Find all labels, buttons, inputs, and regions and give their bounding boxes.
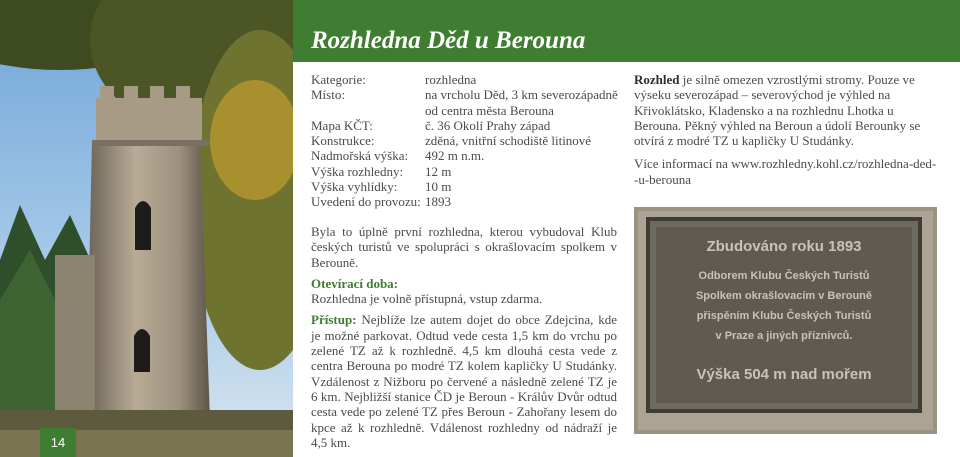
plaque-line: v Praze a jiných příznivců.: [715, 330, 853, 342]
plaque-line: Spolkem okrašlovacím v Berouně: [695, 290, 873, 302]
info-row: [311, 72, 621, 87]
info-label: Uvedení do provozu:: [311, 194, 421, 210]
info-row: [311, 118, 621, 133]
info-value: 10 m: [425, 179, 452, 195]
tower-photo: [0, 0, 293, 457]
plaque-line: Odborem Klubu Českých Turistů: [698, 270, 870, 282]
info-row: [311, 133, 621, 148]
info-row: [311, 164, 621, 179]
view-text: je silně omezen vzrostlými stromy. Pouze ve výseku severozápad – severovýchod je výhled na Křivoklátsko, Kladensko a na rozhlednu Lhotka u Berouna. Pěkný výhled na Beroun a údolí Berounky se otvírá z modré TZ u kapličky U Studánky.: [634, 72, 921, 149]
plaque-line: Zbudováno roku 1893: [706, 238, 862, 255]
info-label: Nadmořská výška:: [311, 148, 409, 164]
opening-heading: Otevírací doba:: [311, 275, 399, 291]
page-number: 14: [40, 428, 76, 457]
intro-paragraph: Byla to úplně první rozhledna, kterou vybudoval Klub českých turistů ve spolupráci s okrašlovacím spolkem v Berouně.: [311, 224, 617, 270]
info-value: zděná, vnitřní schodiště litinové: [425, 133, 592, 149]
info-row: [311, 87, 621, 118]
info-label: Mapa KČT:: [311, 117, 373, 133]
more-info: Více informací na www.rozhledny.kohl.cz/rozhledna-ded--u-berouna: [634, 156, 937, 187]
info-label: Výška vyhlídky:: [311, 179, 398, 195]
info-value: rozhledna: [425, 72, 477, 87]
plaque-line: Výška 504 m nad mořem: [696, 366, 872, 383]
info-value: 492 m n.m.: [425, 148, 485, 164]
opening-text: Rozhledna je volně přístupná, vstup zdarma.: [311, 291, 543, 307]
opening-section: [311, 276, 617, 307]
info-label: Kategorie:: [311, 72, 366, 87]
info-table: [311, 72, 621, 210]
info-value: 12 m: [425, 163, 452, 179]
info-label: Konstrukce:: [311, 133, 375, 149]
main-text: [311, 224, 617, 456]
right-column: [634, 72, 938, 195]
info-label: Místo:: [311, 87, 345, 103]
info-row: [311, 194, 621, 209]
view-section: [634, 72, 938, 148]
title-bar: [293, 0, 960, 62]
access-heading: Přístup:: [311, 312, 357, 328]
view-heading: Rozhled: [634, 72, 680, 87]
info-value: na vrcholu Děd, 3 km severozápadně od centra města Berouna: [425, 87, 618, 118]
access-text: Nejblíže lze autem dojet do obce Zdejcina, kde je možné parkovat. Odtud vede cesta 1,5 km do vrchu po zelené TZ až k rozhledně. 4,5 km dlouhá cesta vede z centra Berouna po modré TZ kolem kapličky U Studánky. Vzdálenost z Nižboru po červené a následně zelené TZ je 6 km. Nejbližší stanice ČD je Beroun - Králův Dvůr odtud cesta vede po zelené TZ přes Beroun - Zahořany lesem do kpce až k rozhledně. Vdálenost rozhledny od nádraží je 4,5 km.: [311, 312, 618, 450]
plaque-photo: [634, 207, 937, 434]
info-value: 1893: [425, 194, 451, 210]
info-label: Výška rozhledny:: [311, 163, 404, 179]
plaque-line: přispěním Klubu Českých Turistů: [696, 310, 872, 322]
info-row: [311, 148, 621, 163]
access-section: [311, 312, 617, 450]
page-title: Rozhledna Děd u Berouna: [311, 27, 586, 54]
info-value: č. 36 Okolí Prahy západ: [425, 117, 551, 133]
info-row: [311, 179, 621, 194]
